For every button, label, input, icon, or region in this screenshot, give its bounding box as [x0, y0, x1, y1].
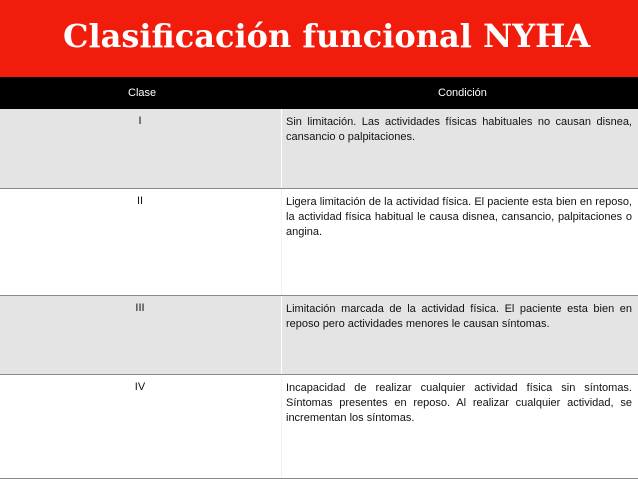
header-clase: Clase — [128, 87, 157, 99]
column-divider — [281, 375, 282, 478]
table-row — [0, 109, 638, 189]
cell-condicion: Ligera limitación de la actividad física. El paciente esta bien en reposo, la actividad física habitual le causa disnea, cansancio, palpitaciones o angina. — [286, 196, 632, 238]
cell-clase: III — [135, 302, 145, 314]
cell-condicion: Limitación marcada de la actividad física. El paciente esta bien en reposo pero actividades menores le causan síntomas. — [286, 303, 632, 330]
column-divider — [281, 189, 282, 295]
column-divider — [281, 296, 282, 374]
title-bar — [0, 0, 638, 77]
table-row — [0, 189, 638, 296]
cell-condicion: Incapacidad de realizar cualquier actividad física sin síntomas. Síntomas presentes en reposo. Al realizar cualquier actividad, se incrementan los síntomas. — [286, 382, 632, 424]
cell-clase: IV — [134, 381, 146, 393]
cell-clase: I — [138, 115, 142, 127]
cell-condicion: Sin limitación. Las actividades físicas habituales no causan disnea, cansancio o palpitaciones. — [286, 116, 632, 143]
column-divider — [281, 109, 282, 188]
table-row — [0, 375, 638, 479]
slide-title: Clasificación funcional NYHA — [63, 17, 591, 55]
table-row — [0, 296, 638, 375]
cell-clase: II — [136, 195, 144, 207]
header-condicion: Condición — [438, 87, 487, 99]
nyha-table — [0, 77, 638, 479]
table-header — [0, 77, 638, 109]
